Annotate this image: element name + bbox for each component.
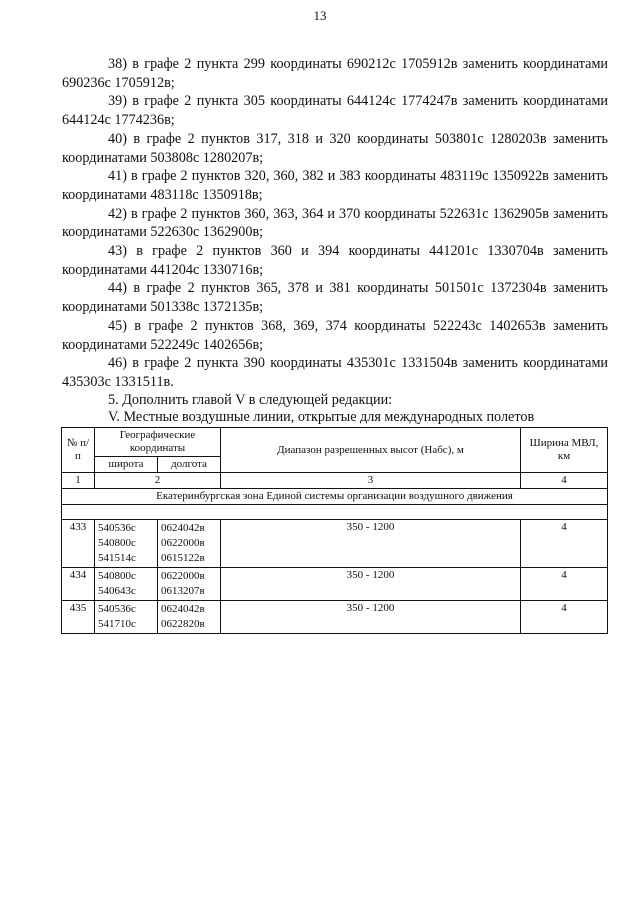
amendment-text: 46) в графе 2 пункта 390 координаты 435301с 1331504в заменить [108,355,518,372]
amendment-item-39 [62,92,608,129]
longitude-cell [158,601,221,634]
latitude-value: 541514с [98,552,136,564]
air-routes-table [61,427,608,634]
header-num: № п/п [62,428,95,473]
amendment-item-44 [62,279,608,316]
zone-title: Екатеринбургская зона Единой системы организации воздушного движения [62,489,608,505]
table-row [62,568,608,601]
table-row [62,520,608,568]
amendment-text-cont: заменить координатами 522630с 1362900в; [62,205,608,241]
route-width: 4 [521,568,608,601]
amendment-text: 40) в графе 2 пунктов 317, 318 и 320 координаты 503801с 1280203в заменить [108,130,608,147]
longitude-value: 0624042в [161,603,205,615]
amendment-item-46 [62,354,608,391]
longitude-value: 0622820в [161,618,205,630]
section-title: V. Местные воздушные линии, открытые для международных полетов [108,409,535,425]
latitude-cell [95,520,158,568]
longitude-cell [158,520,221,568]
column-number-row [62,473,608,489]
table-row [62,601,608,634]
amendment-text: 42) в графе 2 пунктов 360, 363, 364 и 370 координаты 522631с 1362905в [108,205,549,222]
amendment-text-cont: координатами 644124с 1774236в; [62,93,609,129]
latitude-cell [95,568,158,601]
latitude-value: 540643с [98,585,136,597]
table-header-row [62,428,608,457]
route-number: 434 [62,568,95,601]
route-number: 435 [62,601,95,634]
amendment-text: 41) в графе 2 пунктов 320, 360, 382 и 383 координаты 483119с 1350922в [108,168,549,185]
longitude-value: 0622000в [161,570,205,582]
route-width: 4 [521,601,608,634]
route-number: 433 [62,520,95,568]
amendment-item-40 [62,130,608,167]
col-number: 1 [62,473,95,489]
latitude-value: 541710с [98,618,136,630]
amendment-item-41 [62,167,608,204]
amendment-text-cont: координатами 441204с 1330716в; [62,261,264,278]
amendment-list [62,55,608,392]
longitude-value: 0624042в [161,522,205,534]
header-geo: Географические координаты [95,428,221,457]
amendment-item-45 [62,317,608,354]
header-lon: долгота [158,457,221,473]
amendment-text: 44) в графе 2 пунктов 365, 378 и 381 координаты 501501с 1372304в заменить [108,280,608,297]
section-intro: 5. Дополнить главой V в следующей редакции: [108,392,393,408]
amendment-text: 38) в графе 2 пункта 299 координаты 690212с 1705912в заменить [108,56,518,72]
col-number: 2 [95,473,221,489]
latitude-value: 540800с [98,537,136,549]
route-width: 4 [521,520,608,568]
col-number: 3 [221,473,521,489]
col-number: 4 [521,473,608,489]
zone-row [62,489,608,505]
altitude-range: 350 - 1200 [221,520,521,568]
longitude-value: 0615122в [161,552,205,564]
amendment-text-cont: заменить координатами 483118с 1350918в; [62,168,609,203]
header-lat: широта [95,457,158,473]
amendment-item-43 [62,242,608,279]
amendment-text: 39) в графе 2 пункта 305 координаты 644124с 1774247в заменить [108,93,518,110]
page-number: 13 [313,8,327,23]
amendment-text: 45) в графе 2 пунктов 368, 369, 374 координаты 522243с 1402653в заменить [108,317,608,334]
latitude-value: 540536с [98,522,136,534]
latitude-value: 540800с [98,570,136,582]
altitude-range: 350 - 1200 [221,568,521,601]
longitude-value: 0622000в [161,537,205,549]
section-heading [108,392,628,426]
altitude-range: 350 - 1200 [221,601,521,634]
amendment-text-cont: координатами 501338с 1372135в; [62,299,264,316]
amendment-text: 43) в графе 2 пунктов 360 и 394 координаты 441201с 1330704в заменить [108,243,608,260]
amendment-text-cont: координатами 522249с 1402656в; [62,336,264,353]
header-width: Ширина МВЛ, км [521,428,608,473]
latitude-cell [95,601,158,634]
amendment-text-cont: координатами 503808с 1280207в; [62,149,264,166]
amendment-text-cont: координатами 435303с 1331511в. [62,355,609,390]
spacer-cell [62,505,608,520]
amendment-item-38 [62,55,608,92]
amendment-text-cont: координатами 690236с 1705912в; [62,56,609,91]
spacer-row [62,505,608,520]
amendment-item-42 [62,205,608,242]
latitude-value: 540536с [98,603,136,615]
longitude-cell [158,568,221,601]
longitude-value: 0613207в [161,585,205,597]
header-range: Диапазон разрешенных высот (Набс), м [221,428,521,473]
